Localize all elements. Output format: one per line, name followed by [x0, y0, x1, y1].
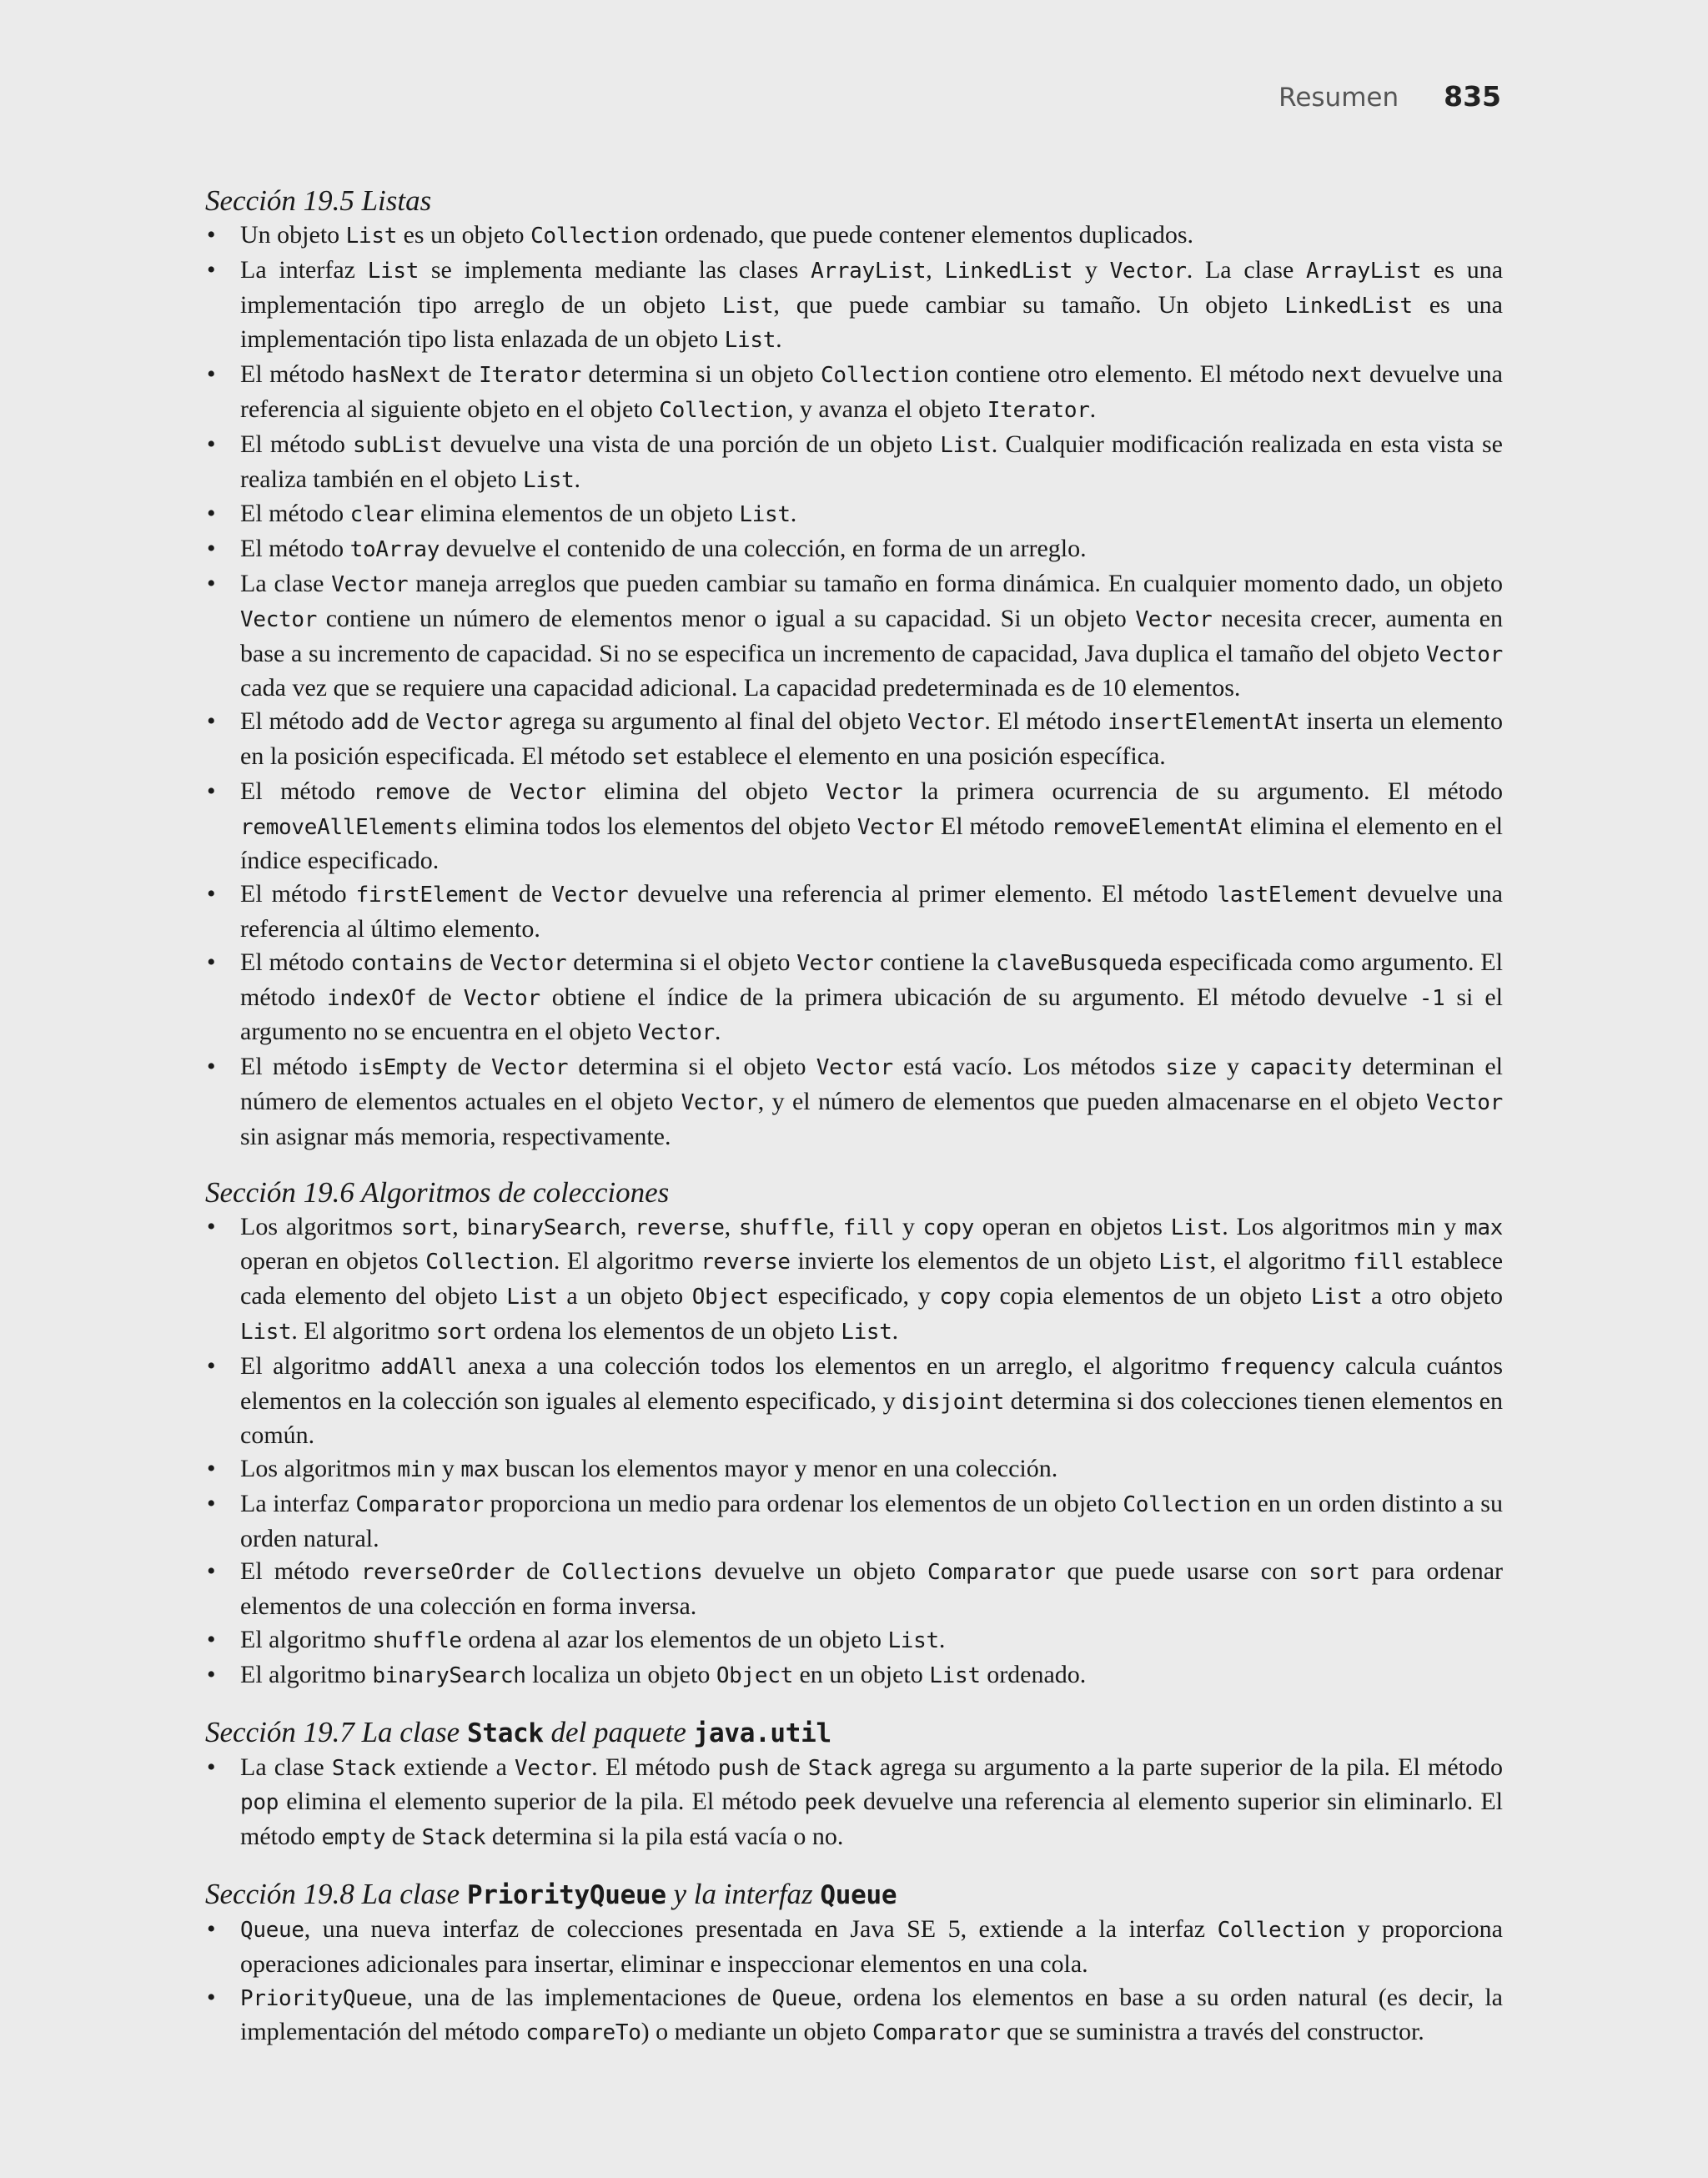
bullet-item: • El método hasNext de Iterator determina si un objeto Collection contiene otro elemento. El método next devuelve una referencia al siguiente objeto en el objeto Collection, y avanza el objeto Iterator.	[205, 358, 1503, 428]
bullet-item: • Los algoritmos min y max buscan los elementos mayor y menor en una colección.	[205, 1452, 1503, 1487]
code-term: toArray	[349, 537, 440, 563]
code-term: Vector	[425, 710, 503, 736]
code-term: Vector	[796, 950, 874, 976]
code-term: Vector	[816, 1055, 893, 1081]
bullet-item: • El método remove de Vector elimina del objeto Vector la primera ocurrencia de su argumento. El método removeAllElements elimina todos los elementos del objeto Vector El método removeElementAt elimina el elemento en el índice especificado.	[205, 775, 1503, 878]
code-term: contains	[350, 950, 454, 976]
bullet-item: • El método contains de Vector determina si el objeto Vector contiene la claveBusqueda especificada como argumento. El método indexOf de Vector obtiene el índice de la primera ubicación de su argumento. El método devuelve -1 si el argumento no se encuentra en el objeto Vector.	[205, 946, 1503, 1050]
bullet-item: • El algoritmo addAll anexa a una colección todos los elementos en un arreglo, el algoritmo frequency calcula cuántos elementos en la colección son iguales al elemento especificado, y disjoint determina si dos colecciones tienen elementos en común.	[205, 1350, 1503, 1452]
code-term: List	[724, 328, 776, 354]
code-term: List	[240, 1319, 292, 1345]
code-term: Queue	[771, 1985, 836, 2011]
code-term: fill	[1353, 1250, 1404, 1275]
code-term: Vector	[463, 985, 540, 1011]
code-term: Vector	[1109, 258, 1187, 284]
code-term: Comparator	[872, 2020, 1001, 2046]
bullet-list	[205, 1210, 1503, 1693]
code-term: Stack	[807, 1755, 872, 1781]
section-heading: Sección 19.5 Listas	[205, 184, 432, 217]
code-term: ArrayList	[1306, 258, 1422, 284]
bullet-item: • La interfaz Comparator proporciona un medio para ordenar los elementos de un objeto Collection en un orden distinto a su orden natural.	[205, 1487, 1503, 1556]
code-term: copy	[922, 1215, 975, 1240]
code-term: max	[1464, 1215, 1504, 1240]
code-term: lastElement	[1217, 883, 1359, 908]
code-term: Vector	[491, 1055, 569, 1081]
code-term: Comparator	[927, 1560, 1056, 1586]
code-term: copy	[939, 1285, 991, 1310]
bullet-item: • El método toArray devuelve el contenido de una colección, en forma de un arreglo.	[205, 532, 1503, 567]
code-term: removeElementAt	[1051, 814, 1243, 840]
bullet-item: • La clase Stack extiende a Vector. El método push de Stack agrega su argumento a la parte superior de la pila. El método pop elimina el elemento superior de la pila. El método peek devuelve una referencia al elemento superior sin eliminarlo. El método empty de Stack determina si la pila está vacía o no.	[205, 1751, 1503, 1855]
code-term: min	[1397, 1215, 1436, 1240]
summary-section	[205, 1877, 1503, 2050]
section-heading: Sección 19.7 La clase Stack del paquete java.util	[205, 1715, 831, 1748]
code-term: Vector	[637, 1020, 715, 1046]
bullet-item: • La clase Vector maneja arreglos que pueden cambiar su tamaño en forma dinámica. En cualquier momento dado, un objeto Vector contiene un número de elementos menor o igual a su capacidad. Si un objeto Vector necesita crecer, aumenta en base a su incremento de capacidad. Si no se especifica un incremento de capacidad, Java duplica el tamaño del objeto Vector cada vez que se requiere una capacidad adicional. La capacidad predeterminada es de 10 elementos.	[205, 567, 1503, 705]
bullet-item: • PriorityQueue, una de las implementaciones de Queue, ordena los elementos en base a su orden natural (es decir, la implementación del método compareTo) o mediante un objeto Comparator que se suministra a través del constructor.	[205, 1981, 1503, 2051]
code-term: push	[717, 1755, 770, 1781]
code-term: hasNext	[351, 363, 441, 389]
bullet-list	[205, 1751, 1503, 1855]
code-term: binarySearch	[372, 1662, 526, 1688]
code-term: Vector	[551, 883, 629, 908]
code-term: Collection	[1217, 1918, 1346, 1944]
bullet-item: • El método subList devuelve una vista de una porción de un objeto List. Cualquier modificación realizada en esta vista se realiza también en el objeto List.	[205, 428, 1503, 498]
code-term: Collection	[425, 1250, 554, 1275]
code-term: firstElement	[355, 883, 510, 908]
code-term: addAll	[380, 1354, 458, 1380]
code-term: set	[631, 744, 671, 770]
code-term: Iterator	[987, 397, 1090, 423]
code-term: fill	[842, 1215, 895, 1240]
code-term: compareTo	[525, 2020, 641, 2046]
code-term: Vector	[331, 571, 409, 597]
code-term: pop	[240, 1790, 279, 1816]
bullet-item: • El algoritmo binarySearch localiza un objeto Object en un objeto List ordenado.	[205, 1658, 1503, 1693]
code-term: List	[345, 224, 398, 249]
code-term: reverseOrder	[360, 1560, 515, 1586]
bullet-item: • Queue, una nueva interfaz de colecciones presentada en Java SE 5, extiende a la interfaz Collection y proporciona operaciones adicionales para insertar, eliminar e inspeccionar elementos en una cola.	[205, 1913, 1503, 1981]
code-term: shuffle	[738, 1215, 829, 1240]
code-term: Object	[716, 1662, 793, 1688]
bullet-item: • El método add de Vector agrega su argumento al final del objeto Vector. El método insertElementAt inserta un elemento en la posición especificada. El método set establece el elemento en una posición específica.	[205, 705, 1503, 775]
code-term: reverse	[701, 1250, 791, 1275]
code-term: List	[739, 502, 791, 528]
bullet-item: • El método firstElement de Vector devuelve una referencia al primer elemento. El método lastElement devuelve una referencia al último elemento.	[205, 878, 1503, 946]
code-term: Collection	[659, 397, 787, 423]
code-term: empty	[321, 1825, 386, 1851]
code-term: Vector	[1135, 606, 1213, 632]
code-term: size	[1165, 1055, 1217, 1081]
code-term: PriorityQueue	[466, 1880, 666, 1911]
code-term: clear	[349, 502, 414, 528]
section-heading: Sección 19.6 Algoritmos de colecciones	[205, 1175, 670, 1209]
code-term: java.util	[693, 1718, 831, 1748]
code-term: add	[350, 710, 389, 736]
bullet-list	[205, 1913, 1503, 2050]
bullet-item: • El método clear elimina elementos de un objeto List.	[205, 497, 1503, 532]
code-term: Vector	[515, 1755, 592, 1781]
code-term: List	[1170, 1215, 1223, 1240]
bullet-item: • Un objeto List es un objeto Collection ordenado, que puede contener elementos duplicados.	[205, 219, 1503, 254]
code-term: disjoint	[902, 1389, 1005, 1415]
code-term: Vector	[907, 710, 985, 736]
code-term: removeAllElements	[240, 814, 459, 840]
code-term: Vector	[1425, 1089, 1504, 1115]
page-header	[1278, 80, 1501, 113]
running-title: Resumen	[1278, 83, 1399, 113]
code-term: List	[940, 432, 992, 458]
bullet-item: • El método isEmpty de Vector determina si el objeto Vector está vacío. Los métodos size y capacity determinan el número de elementos actuales en el objeto Vector, y el número de elementos que pueden almacenarse en el objeto Vector sin asignar más memoria, respectivamente.	[205, 1050, 1503, 1153]
code-term: max	[460, 1457, 500, 1483]
code-term: Stack	[421, 1825, 486, 1851]
code-term: Stack	[331, 1755, 396, 1781]
summary-section	[205, 1175, 1503, 1693]
section-heading: Sección 19.8 La clase PriorityQueue y la interfaz Queue	[205, 1878, 897, 1911]
code-term: List	[1158, 1250, 1210, 1275]
code-term: Vector	[509, 779, 586, 805]
code-term: next	[1311, 363, 1363, 389]
code-term: insertElementAt	[1108, 710, 1300, 736]
bullet-item: • La interfaz List se implementa mediante las clases ArrayList, LinkedList y Vector. La clase ArrayList es una implementación tipo arreglo de un objeto List, que puede cambiar su tamaño. Un objeto LinkedList es una implementación tipo lista enlazada de un objeto List.	[205, 254, 1503, 358]
bullet-item: • El método reverseOrder de Collections devuelve un objeto Comparator que puede usarse con sort para ordenar elementos de una colección en forma inversa.	[205, 1555, 1503, 1623]
code-term: List	[506, 1285, 558, 1310]
code-term: sort	[400, 1215, 453, 1240]
code-term: subList	[353, 432, 443, 458]
code-term: Queue	[240, 1918, 304, 1944]
page-number: 835	[1444, 80, 1501, 113]
bullet-list	[205, 219, 1503, 1154]
code-term: Vector	[490, 950, 567, 976]
page-body	[205, 184, 1503, 2072]
code-term: Comparator	[355, 1491, 484, 1517]
code-term: Collections	[561, 1560, 703, 1586]
code-term: capacity	[1249, 1055, 1353, 1081]
code-term: Collection	[530, 224, 659, 249]
summary-section	[205, 184, 1503, 1154]
code-term: peek	[804, 1790, 856, 1816]
code-term: indexOf	[326, 985, 417, 1011]
code-term: List	[929, 1662, 981, 1688]
code-term: List	[841, 1319, 892, 1345]
code-term: Vector	[240, 606, 318, 632]
code-term: PriorityQueue	[240, 1985, 407, 2011]
code-term: reverse	[635, 1215, 725, 1240]
code-term: remove	[373, 779, 450, 805]
code-term: -1	[1419, 985, 1445, 1011]
code-term: Queue	[820, 1880, 897, 1911]
code-term: List	[721, 293, 774, 319]
code-term: LinkedList	[1284, 293, 1413, 319]
code-term: Vector	[826, 779, 903, 805]
code-term: Stack	[466, 1718, 544, 1748]
code-term: Collection	[1123, 1491, 1251, 1517]
code-term: claveBusqueda	[996, 950, 1163, 976]
code-term: frequency	[1219, 1354, 1335, 1380]
code-term: List	[887, 1628, 939, 1654]
code-term: shuffle	[372, 1628, 462, 1654]
bullet-item: • El algoritmo shuffle ordena al azar los elementos de un objeto List.	[205, 1623, 1503, 1658]
code-term: List	[1310, 1285, 1363, 1310]
code-term: LinkedList	[944, 258, 1073, 284]
bullet-item: • Los algoritmos sort, binarySearch, reverse, shuffle, fill y copy operan en objetos List. Los algoritmos min y max operan en objetos Collection. El algoritmo reverse invierte los elementos de un objeto List, el algoritmo fill establece cada elemento del objeto List a un objeto Object especificado, y copy copia elementos de un objeto List a otro objeto List. El algoritmo sort ordena los elementos de un objeto List.	[205, 1210, 1503, 1350]
code-term: ArrayList	[811, 258, 927, 284]
code-term: Iterator	[479, 363, 581, 389]
code-term: List	[367, 258, 419, 284]
code-term: Vector	[681, 1089, 758, 1115]
code-term: Object	[691, 1285, 769, 1310]
code-term: binarySearch	[466, 1215, 620, 1240]
code-term: sort	[1309, 1560, 1360, 1586]
code-term: sort	[435, 1319, 488, 1345]
code-term: min	[397, 1457, 436, 1483]
code-term: Collection	[821, 363, 949, 389]
code-term: Vector	[857, 814, 934, 840]
code-term: Vector	[1425, 641, 1503, 667]
code-term: isEmpty	[358, 1055, 448, 1081]
summary-section	[205, 1715, 1503, 1855]
code-term: List	[523, 467, 575, 493]
